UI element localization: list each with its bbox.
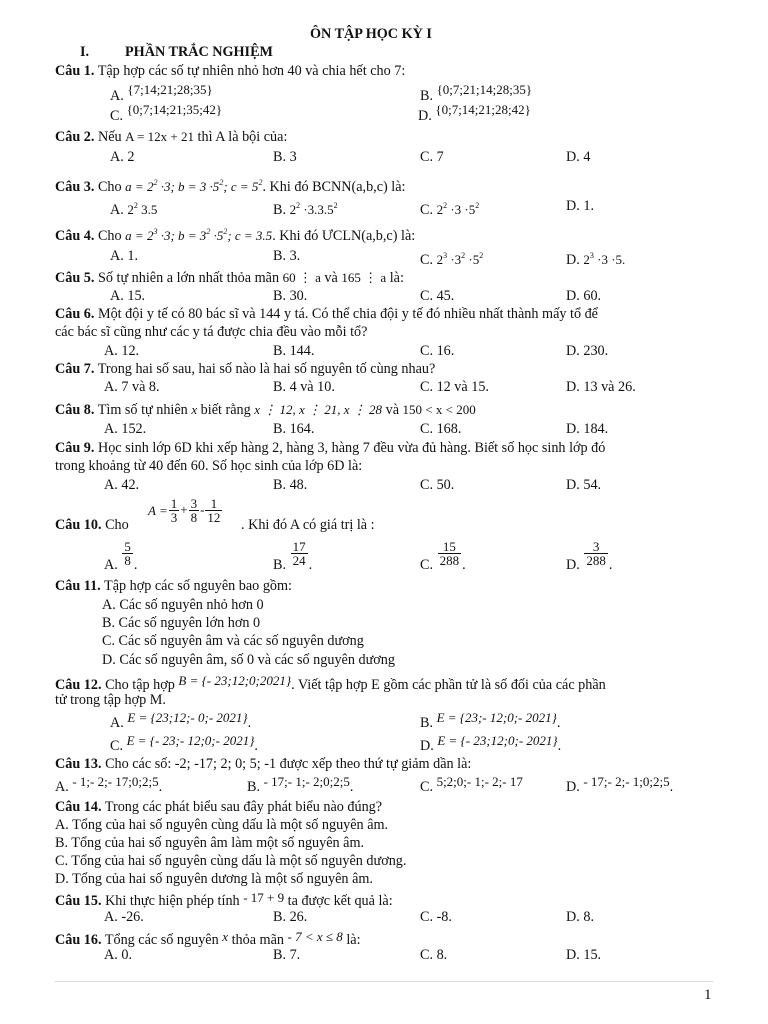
q5-option-a: A. 15. [110,288,146,304]
q6-option-c: C. 16. [420,343,455,359]
question-5: Câu 5. Số tự nhiên a lớn nhất thỏa mãn 60 ⋮ a và 165 ⋮ a là: [55,270,404,286]
question-3: Câu 3. Cho $a = 2^2 \cdot 3$; $b = 3 \cdot 5^2$; $c = 5^2$. Khi đó BCNN(a,b,c) là: [55,178,406,195]
q13-option-d: D. - 17;- 2;- 1;0;2;5. [566,774,674,795]
q12-option-d: D. E = {- 23;12;0;- 2021}. [420,733,562,754]
q5-option-d: D. 60. [566,288,602,304]
question-14: Câu 14. Trong các phát biểu sau đây phát biểu nào đúng? [55,799,383,815]
question-12: Câu 12. Cho tập hợp B = {- 23;12;0;2021}. Viết tập hợp E gồm các phần tử là số đối của các phần [55,673,606,693]
q10-option-d: D. $\frac{3}{288}$ . [566,539,613,573]
q9-option-c: C. 50. [420,477,455,493]
q7-option-c: C. 12 và 15. [420,379,489,395]
question-2: Câu 2. Nếu A = 12x + 21 thì A là bội của: [55,129,288,145]
footer-divider [55,981,713,982]
q14-option-d: D. Tổng của hai số nguyên dương là một số nguyên âm. [55,871,373,887]
q3-option-c: C. $2^2 \cdot 3 \cdot 5^2$ [420,201,480,218]
q12-option-c: C. E = {- 23;- 12;0;- 2021}. [110,733,258,754]
q2-option-d: D. 4 [566,149,591,165]
q4-option-d: D. $2^3 \cdot 3 \cdot 5$. [566,251,626,268]
question-9-line2: trong khoảng từ 40 đến 60. Số học sinh của lớp 6D là: [55,458,363,474]
q10-option-c: C. $\frac{15}{288}$ . [420,539,466,573]
q7-option-a: A. 7 và 8. [104,379,160,395]
q5-option-b: B. 30. [273,288,308,304]
q11-option-c: C. Các số nguyên âm và các số nguyên dương [102,633,364,649]
question-8: Câu 8. Tìm số tự nhiên x biết rằng x ⋮ 12, x ⋮ 21, x ⋮ 28 và 150 < x < 200 [55,402,476,418]
page-number: 1 [704,987,712,1003]
q1-option-b: B. {0;7;21;14;28;35} [420,82,533,104]
q10-option-a: A. $\frac{5}{8}$ . [104,539,138,573]
q15-option-a: A. -26. [104,909,144,925]
q9-option-d: D. 54. [566,477,602,493]
q8-option-a: A. 152. [104,421,147,437]
question-13: Câu 13. Cho các số: -2; -17; 2; 0; 5; -1 được xếp theo thứ tự giảm dần là: [55,756,472,772]
q8-option-d: D. 184. [566,421,609,437]
question-11: Câu 11. Tập hợp các số nguyên bao gồm: [55,578,292,594]
q16-option-b: B. 7. [273,947,301,963]
q16-option-d: D. 15. [566,947,602,963]
q3-option-b: B. $2^2 \cdot 3.3.5^2$ [273,201,338,218]
q10-expression: A = $\frac{1}{3}$ + $\frac{3}{8}$ - $\frac{1}{12}$ [148,496,221,525]
q2-option-c: C. 7 [420,149,444,165]
q7-option-b: B. 4 và 10. [273,379,335,395]
q12-option-b: B. E = {23;- 12;0;- 2021}. [420,710,561,731]
section-heading: PHẦN TRẮC NGHIỆM [125,44,273,60]
q3-option-d: D. 1. [566,198,594,214]
q4-option-a: A. 1. [110,248,138,264]
question-7: Câu 7. Trong hai số sau, hai số nào là hai số nguyên tố cùng nhau? [55,361,436,377]
question-1: Câu 1. Tập hợp các số tự nhiên nhỏ hơn 40 và chia hết cho 7: [55,63,406,79]
q15-option-c: C. -8. [420,909,452,925]
q14-option-a: A. Tổng của hai số nguyên cùng dấu là một số nguyên âm. [55,817,389,833]
q10-option-b: B. $\frac{17}{24}$ . [273,539,313,573]
q11-option-a: A. Các số nguyên nhỏ hơn 0 [102,597,264,613]
question-10: Câu 10. Cho [55,517,129,533]
q4-option-c: C. $2^3 \cdot 3^2 \cdot 5^2$ [420,251,484,268]
question-10-tail: . Khi đó A có giá trị là : [241,517,375,533]
q2-option-b: B. 3 [273,149,297,165]
question-6-line2: các bác sĩ cũng như các y tá được chia đều vào mỗi tổ? [55,324,368,340]
page-title: ÔN TẬP HỌC KỲ I [310,26,432,42]
q11-option-b: B. Các số nguyên lớn hơn 0 [102,615,261,631]
question-15: Câu 15. Khi thực hiện phép tính - 17 + 9 ta được kết quả là: [55,890,393,909]
q8-option-c: C. 168. [420,421,462,437]
q12-option-a: A. E = {23;12;- 0;- 2021}. [110,710,252,731]
q14-option-b: B. Tổng của hai số nguyên âm làm một số nguyên âm. [55,835,365,851]
q11-option-d: D. Các số nguyên âm, số 0 và các số nguyên dương [102,652,395,668]
q15-option-b: B. 26. [273,909,308,925]
question-6: Câu 6. Một đội y tế có 80 bác sĩ và 144 y tá. Có thể chia đội y tế đó nhiều nhất thành mấy tổ để [55,306,598,322]
q6-option-b: B. 144. [273,343,315,359]
q13-option-c: C. 5;2;0;- 1;- 2;- 17 [420,774,523,795]
q9-option-a: A. 42. [104,477,140,493]
q9-option-b: B. 48. [273,477,308,493]
q6-option-d: D. 230. [566,343,609,359]
q1-option-d: D. {0;7;14;21;28;42} [418,102,531,124]
q13-option-b: B. - 17;- 1;- 2;0;2;5. [247,774,354,795]
q5-option-c: C. 45. [420,288,455,304]
q2-option-a: A. 2 [110,149,135,165]
question-4: Câu 4. Cho $a = 2^3 \cdot 3$; $b = 3^2 \cdot 5^2$; c = 3.5. Khi đó ƯCLN(a,b,c) là: [55,227,416,244]
q8-option-b: B. 164. [273,421,315,437]
q14-option-c: C. Tổng của hai số nguyên cùng dấu là một số nguyên dương. [55,853,407,869]
section-number: I. [80,44,90,60]
q3-option-a: A. $2^2$ 3.5 [110,201,158,218]
q4-option-b: B. 3. [273,248,301,264]
q1-option-a: A. {7;14;21;28;35} [110,82,213,104]
q7-option-d: D. 13 và 26. [566,379,636,395]
question-9: Câu 9. Học sinh lớp 6D khi xếp hàng 2, hàng 3, hàng 7 đều vừa đủ hàng. Biết số học sinh lớp đó [55,440,606,456]
question-16: Câu 16. Tổng các số nguyên x thỏa mãn - 7 < x ≤ 8 là: [55,929,361,948]
q15-option-d: D. 8. [566,909,594,925]
q1-option-c: C. {0;7;14;21;35;42} [110,102,223,124]
q16-option-a: A. 0. [104,947,132,963]
q13-option-a: A. - 1;- 2;- 17;0;2;5. [55,774,163,795]
q16-option-c: C. 8. [420,947,448,963]
q6-option-a: A. 12. [104,343,140,359]
question-12-line2: tử trong tập hợp M. [55,692,166,708]
